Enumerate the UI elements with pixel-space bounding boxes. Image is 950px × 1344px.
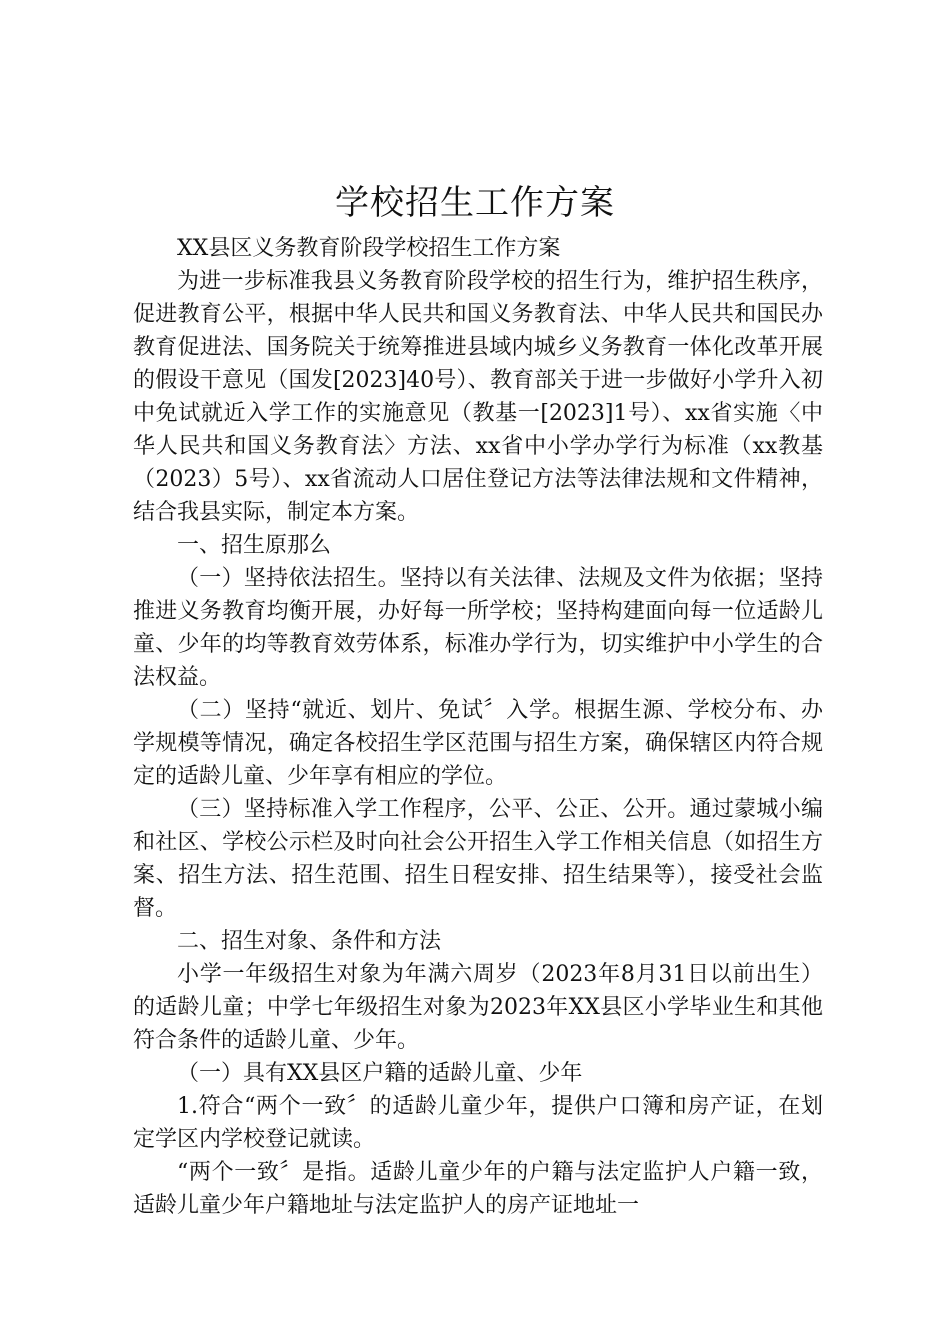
section-heading-principles: 一、招生原那么 (177, 533, 332, 558)
paragraph-subtitle: XX县区义务教育阶段学校招生工作方案 (177, 236, 561, 261)
subheading-local-residents: （一）具有XX县区户籍的适龄儿童、少年 (177, 1061, 583, 1086)
paragraph-intro: 为进一步标准我县义务教育阶段学校的招生行为，维护招生秩序，促进教育公平，根据中华人民共和国义务教育法、中华人民共和国民办教育促进法、国务院关于统筹推进县域内城乡义务教育一体化改革开展的假设干意见（国发[2023]40号）、教育部关于进一步做好小学升入初中免试就近入学工作的实施意见（教基一[2023]1号）、xx省实施〈中华人民共和国义务教育法〉方法、xx省中小学办学行为标准（xx教基（2023）5号）、xx省流动人口居住登记方法等法律法规和文件精神，结合我县实际，制定本方案。 (133, 269, 823, 525)
section-heading-targets: 二、招生对象、条件和方法 (177, 929, 442, 954)
paragraph-principle-2: （二）坚持“就近、划片、免试〞入学。根据生源、学校分布、办学规模等情况，确定各校招生学区范围与招生方案，确保辖区内符合规定的适龄儿童、少年享有相应的学位。 (133, 698, 823, 789)
paragraph-targets: 小学一年级招生对象为年满六周岁（2023年8月31日以前出生）的适龄儿童；中学七年级招生对象为2023年XX县区小学毕业生和其他符合条件的适龄儿童、少年。 (133, 962, 823, 1053)
paragraph-item-1: 1.符合“两个一致〞的适龄儿童少年，提供户口簿和房产证，在划定学区内学校登记就读。 (133, 1094, 823, 1152)
paragraph-two-consistent: “两个一致〞是指。适龄儿童少年的户籍与法定监护人户籍一致，适龄儿童少年户籍地址与法定监护人的房产证地址一 (133, 1160, 823, 1218)
paragraph-principle-1: （一）坚持依法招生。坚持以有关法律、法规及文件为依据；坚持推进义务教育均衡开展，办好每一所学校；坚持构建面向每一位适龄儿童、少年的均等教育效劳体系，标准办学行为，切实维护中小学生的合法权益。 (133, 566, 823, 690)
document-body (133, 232, 823, 1222)
document-title: 学校招生工作方案 (335, 183, 615, 223)
paragraph-principle-3: （三）坚持标准入学工作程序，公平、公正、公开。通过蒙城小编和社区、学校公示栏及时向社会公开招生入学工作相关信息（如招生方案、招生方法、招生范围、招生日程安排、招生结果等），接受社会监督。 (133, 797, 823, 921)
